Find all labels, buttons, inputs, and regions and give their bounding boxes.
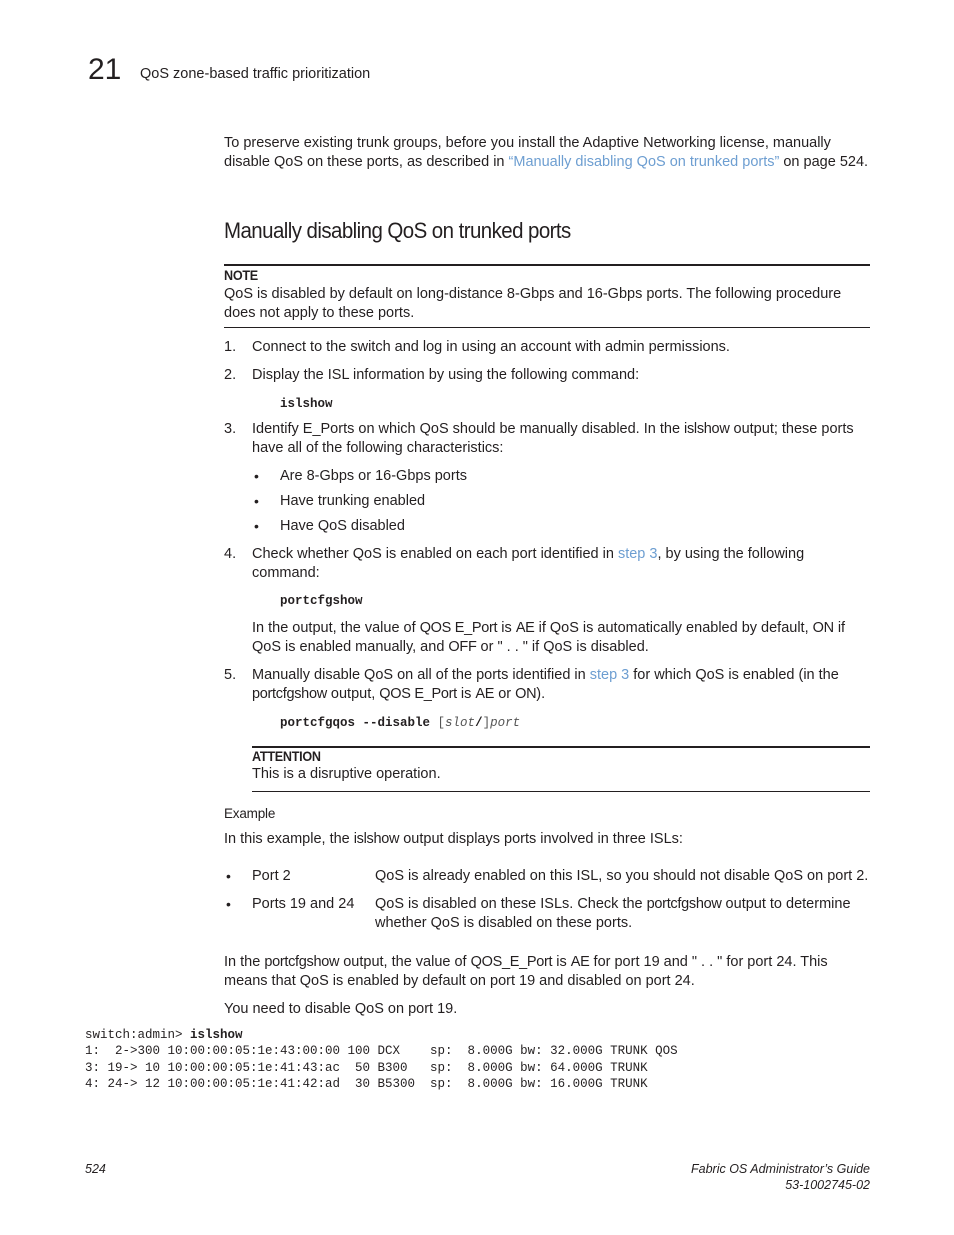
attention-text: This is a disruptive operation.: [252, 766, 441, 782]
step-3-number: 3.: [224, 421, 237, 437]
step-5-text: Manually disable QoS on all of the ports identified in step 3 for which QoS is enabled (in the portcfgshow output, QOS E_Port is AE or ON).: [252, 667, 839, 702]
port-description: QoS is already enabled on this ISL, so you should not disable QoS on port 2.: [375, 868, 869, 884]
chapter-title: QoS zone-based traffic prioritization: [140, 66, 371, 82]
step-3-link[interactable]: step 3: [589, 667, 630, 683]
chapter-number: 21: [88, 53, 122, 86]
note-label: NOTE: [224, 267, 258, 283]
step-5-number: 5.: [224, 667, 237, 683]
bullet-icon: •: [254, 493, 259, 509]
cli-output-line: 1: 2->300 10:00:00:05:1e:43:00:00 100 DCX sp: 8.000G bw: 32.000G TRUNK QOS: [85, 1044, 678, 1058]
intro-paragraph: To preserve existing trunk groups, before you install the Adaptive Networking license, manually disable QoS on these ports, as described in “Manually disabling QoS on trunked ports” on page 524.: [224, 135, 869, 170]
portcfgshow-command: portcfgshow: [280, 594, 363, 608]
port-description: QoS is disabled on these ISLs. Check the portcfgshow output to determine whether QoS is disabled on these ports.: [375, 896, 851, 931]
attention-label: ATTENTION: [252, 748, 321, 764]
example-conclusion: You need to disable QoS on port 19.: [224, 1001, 458, 1017]
bullet-icon: •: [254, 468, 259, 484]
cli-output-line: 3: 19-> 10 10:00:00:05:1e:41:43:ac 50 B300 sp: 8.000G bw: 64.000G TRUNK: [85, 1061, 648, 1075]
step-4-number: 4.: [224, 546, 237, 562]
step-3-text: Identify E_Ports on which QoS should be manually disabled. In the islshow output; these ports have all of the following characteristics:: [252, 421, 854, 456]
attention-bottom-rule: [252, 791, 870, 792]
bullet-icon: •: [226, 868, 231, 884]
example-explanation: In the portcfgshow output, the value of QOS_E_Port is AE for port 19 and " . . " for port 24. This means that QoS is enabled by default on port 19 and disabled on port 24.: [224, 954, 828, 989]
list-item: Have trunking enabled: [280, 493, 426, 509]
port-term: Ports 19 and 24: [252, 896, 355, 912]
step-2-number: 2.: [224, 367, 237, 383]
bullet-icon: •: [226, 896, 231, 912]
example-intro: In this example, the islshow output displays ports involved in three ISLs:: [224, 831, 683, 847]
note-top-rule: [224, 264, 870, 266]
note-bottom-rule: [224, 327, 870, 328]
cli-output-line: 4: 24-> 12 10:00:00:05:1e:41:42:ad 30 B5300 sp: 8.000G bw: 16.000G TRUNK: [85, 1077, 648, 1091]
example-label: Example: [224, 806, 276, 821]
section-link[interactable]: “Manually disabling QoS on trunked ports”: [508, 154, 780, 170]
document-number: 53-1002745-02: [785, 1178, 870, 1192]
attention-top-rule: [252, 746, 870, 748]
step-4-output-text: In the output, the value of QOS E_Port is AE if QoS is automatically enabled by default, ON if QoS is enabled manually, and OFF or " . . " if QoS is disabled.: [252, 620, 846, 655]
step-4-text: Check whether QoS is enabled on each port identified in step 3, by using the following command:: [252, 546, 805, 581]
step-2-text: Display the ISL information by using the following command:: [252, 367, 640, 383]
section-heading: Manually disabling QoS on trunked ports: [224, 218, 571, 243]
cli-prompt-line: switch:admin> islshow: [85, 1028, 243, 1042]
step-1-text: Connect to the switch and log in using an account with admin permissions.: [252, 339, 730, 355]
list-item: Have QoS disabled: [280, 518, 405, 534]
note-text: QoS is disabled by default on long-distance 8-Gbps and 16-Gbps ports. The following procedure does not apply to these ports.: [224, 286, 842, 321]
step-3-link[interactable]: step 3: [617, 546, 658, 562]
list-item: Are 8-Gbps or 16-Gbps ports: [280, 468, 467, 484]
islshow-command: islshow: [280, 397, 333, 411]
portcfgqos-command: portcfgqos --disable [slot/]port: [280, 716, 521, 730]
page-number: 524: [85, 1162, 106, 1176]
port-term: Port 2: [252, 868, 291, 884]
step-1-number: 1.: [224, 339, 237, 355]
guide-title: Fabric OS Administrator’s Guide: [691, 1162, 870, 1176]
bullet-icon: •: [254, 518, 259, 534]
